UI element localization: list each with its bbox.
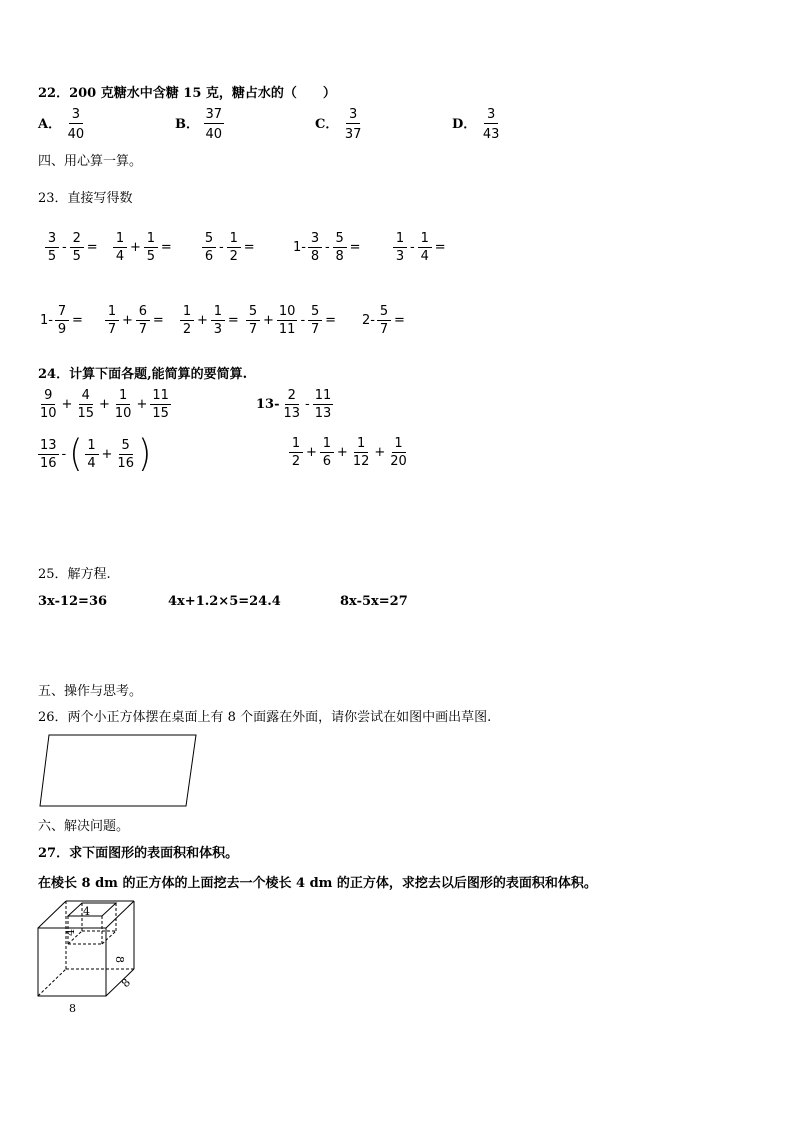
parallelogram-outline xyxy=(40,735,196,806)
label-big-side: 8 xyxy=(113,956,126,963)
q23-expr-7: $\frac{1}{7}$ + $\frac{6}{7}$ = xyxy=(105,305,165,336)
denominator: 43 xyxy=(482,127,500,142)
label-big-bottom: 8 xyxy=(69,1002,76,1015)
q23-expr-6: 1- $\frac{7}{9}$ = xyxy=(40,304,83,337)
numerator: 3 xyxy=(346,108,360,124)
cube-front-face xyxy=(38,928,106,996)
q25-equation-1: 3x-12=36 xyxy=(38,594,108,609)
small-cube-hidden-edge xyxy=(102,931,116,944)
q23-expr-10: 2- $\frac{5}{7}$ = xyxy=(362,304,405,337)
q25-equation-2: 4x+1.2×5=24.4 xyxy=(168,594,281,609)
q22-option-c xyxy=(315,108,363,141)
q24-expr-2: 13- $\frac{2}{13}$ - $\frac{11}{13}$ xyxy=(256,388,332,421)
option-letter: D． xyxy=(452,117,477,132)
label-small-top: 4 xyxy=(83,905,90,918)
q25-equation-3: 8x-5x=27 xyxy=(340,594,408,609)
q25-title: 25．解方程. xyxy=(38,567,111,582)
option-letter: B． xyxy=(175,117,199,132)
q22-option-a xyxy=(38,108,86,141)
q26-text: 26．两个小正方体摆在桌面上有 8 个面露在外面，请你尝试在如图中画出草图. xyxy=(38,710,492,725)
q23-expr-8: $\frac{1}{2}$ + $\frac{1}{3}$ = xyxy=(180,305,240,336)
q23-expr-9: $\frac{5}{7}$ + $\frac{10}{11}$ - $\frac{5}{7}$ = xyxy=(246,305,337,336)
option-letter: C． xyxy=(315,117,339,132)
cube-edge xyxy=(106,901,134,928)
q23-expr-4: 1- $\frac{3}{8}$ - $\frac{5}{8}$ = xyxy=(293,231,361,264)
q24-expr-1: $\frac{9}{10}$ + $\frac{4}{15}$ + $\frac{1}{10}$ + $\frac{11}{15}$ xyxy=(40,388,169,421)
q22-option-d xyxy=(452,108,501,141)
section-6-heading: 六、解决问题。 xyxy=(38,819,130,834)
q27-title: 27．求下面图形的表面积和体积。 xyxy=(38,846,239,861)
q24-expr-3: $\frac{13}{16}$ - ( $\frac{1}{4}$ + $\frac{5}{16}$ ) xyxy=(40,432,152,476)
section-4-heading: 四、用心算一算。 xyxy=(38,154,143,169)
q23-expr-1: $\frac{3}{5}$ - $\frac{2}{5}$ = xyxy=(45,232,99,263)
option-letter: A． xyxy=(38,117,62,132)
numerator: 3 xyxy=(69,108,83,124)
denominator: 37 xyxy=(344,127,362,142)
numerator: 37 xyxy=(205,107,223,122)
cube-edge xyxy=(38,901,66,928)
cube-figure xyxy=(30,896,150,1018)
q23-title: 23．直接写得数 xyxy=(38,191,133,206)
q22-text: 22．200 克糖水中含糖 15 克，糖占水的（ ） xyxy=(38,86,336,101)
q23-expr-2: $\frac{1}{4}$ + $\frac{1}{5}$ = xyxy=(113,232,173,263)
q22-option-b xyxy=(175,108,224,141)
parallelogram-drawing-area[interactable] xyxy=(38,733,200,809)
section-5-heading: 五、操作与思考。 xyxy=(38,684,143,699)
q24-title: 24．计算下面各题,能简算的要简算. xyxy=(38,367,248,382)
q27-description: 在棱长 8 dm 的正方体的上面挖去一个棱长 4 dm 的正方体，求挖去以后图形的表面积和体积。 xyxy=(38,876,597,891)
label-big-depth: 8 xyxy=(118,975,134,991)
cube-hidden-edge xyxy=(38,969,66,996)
label-small-side: 4 xyxy=(64,929,77,936)
q23-expr-3: $\frac{5}{6}$ - $\frac{1}{2}$ = xyxy=(202,232,256,263)
numerator: 3 xyxy=(484,108,498,124)
denominator: 40 xyxy=(67,127,85,142)
q24-expr-4: $\frac{1}{2}$ + $\frac{1}{6}$ + $\frac{1}{12}$ + $\frac{1}{20}$ xyxy=(289,437,409,468)
q23-expr-5: $\frac{1}{3}$ - $\frac{1}{4}$ = xyxy=(393,232,447,263)
denominator: 40 xyxy=(205,127,223,142)
small-cube-top xyxy=(68,903,116,916)
